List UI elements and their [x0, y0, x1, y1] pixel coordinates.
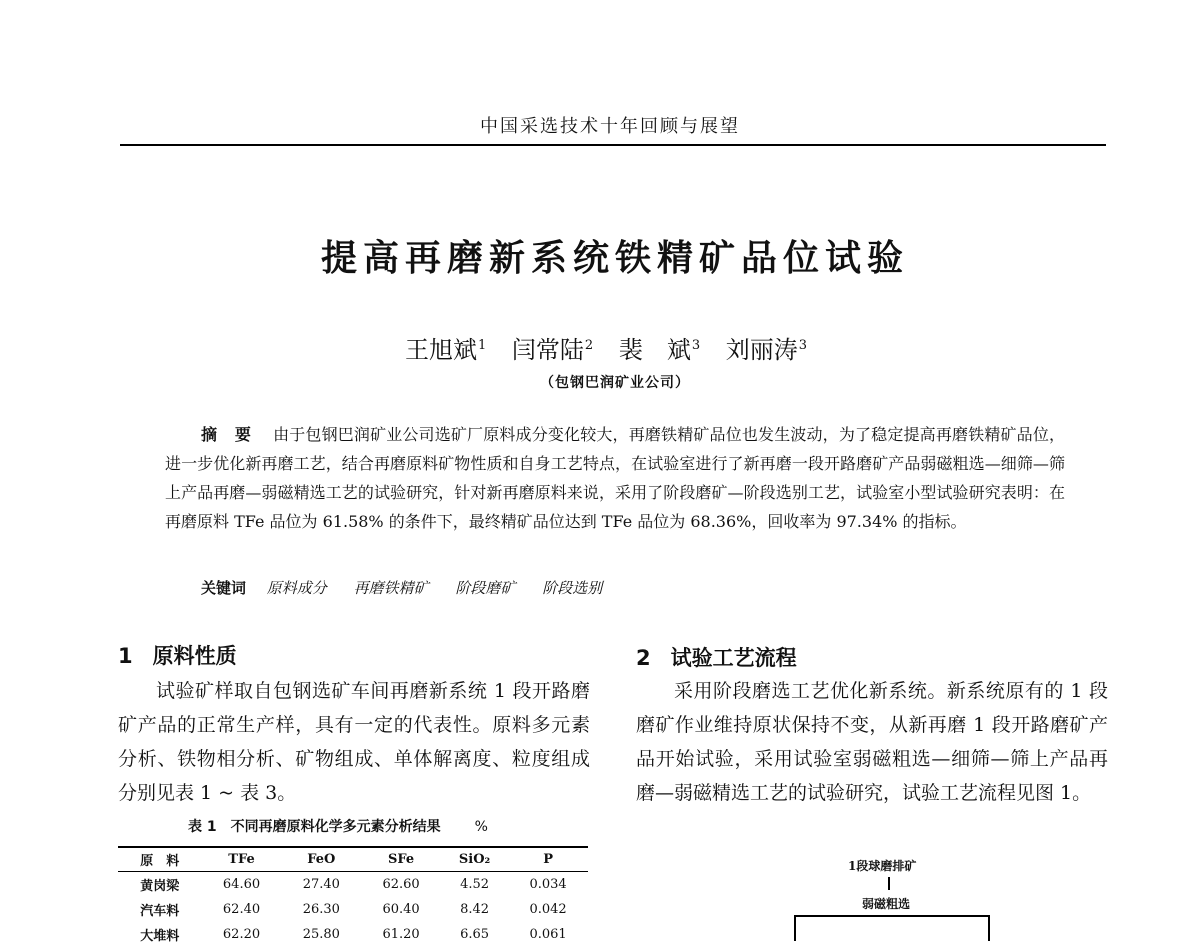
table-cell: 25.80 [302, 927, 340, 942]
author [726, 336, 807, 364]
table-row [118, 897, 588, 922]
author-affil-mark: 3 [798, 338, 808, 353]
section-heading [118, 640, 237, 670]
table-cell: 0.061 [529, 927, 567, 942]
section-body: 试验矿样取自包钢选矿车间再磨新系统 1 段开路磨矿产品的正常生产样，具有一定的代表性。原料多元素分析、铁物相分析、矿物组成、单体解离度、粒度组成分别见表 1 ~ 表 3。 [118, 680, 590, 804]
keyword: 原料成分 [266, 579, 327, 597]
section-title: 原料性质 [152, 644, 237, 668]
table-header-cell: SFe [361, 847, 441, 872]
flowchart-node: 1段球磨排矿 [848, 859, 917, 873]
abstract-text: 由于包钢巴润矿业公司选矿厂原料成分变化较大，再磨铁精矿品位也发生波动，为了稳定提高再磨铁精矿品位，进一步优化新再磨工艺，结合再磨原料矿物性质和自身工艺特点，在试验室进行了新再磨一段开路磨矿产品弱磁粗选—细筛—筛上产品再磨—弱磁精选工艺的试验研究，针对新再磨原料来说，采用了阶段磨矿—阶段选别工艺，试验室小型试验研究表明：在再磨原料 TFe 品位为 61.58% 的条件下，最终精矿品位达到 TFe 品位为 68.36%，回收率为 97.34% 的指标。 [165, 425, 1065, 531]
section-number: 1 [118, 644, 133, 668]
section-body: 采用阶段磨选工艺优化新系统。新系统原有的 1 段磨矿作业维持原状保持不变，从新再磨 1 段开路磨矿产品开始试验，采用试验室弱磁粗选—细筛—筛上产品再磨—弱磁精选工艺的试验研究，试验工艺流程见图 1。 [636, 680, 1108, 804]
table-header-cell: TFe [202, 847, 282, 872]
table-row [118, 922, 588, 947]
table-cell: 0.034 [529, 877, 567, 892]
table-cell: 27.40 [302, 877, 340, 892]
flowchart-connector [888, 877, 890, 890]
flowchart-connector [794, 915, 990, 917]
section-title: 试验工艺流程 [670, 646, 797, 670]
header-rule [120, 144, 1106, 146]
table-header-cell: SiO₂ [441, 847, 508, 872]
author-name: 王旭斌 [405, 336, 477, 364]
paper-title: 提高再磨新系统铁精矿品位试验 [320, 238, 909, 279]
table-caption-text: 表 1 不同再磨原料化学多元素分析结果 [188, 819, 441, 835]
author-list [405, 330, 825, 365]
flowchart-connector [794, 915, 796, 941]
author-name: 裴 斌 [618, 336, 691, 364]
keyword: 再磨铁精矿 [353, 579, 429, 597]
running-header: 中国采选技术十年回顾与展望 [480, 116, 740, 137]
table-cell: 62.40 [222, 902, 261, 917]
author-affil-mark: 1 [478, 338, 487, 353]
table-header-cell: 原 料 [118, 847, 202, 872]
table-cell: 汽车料 [140, 904, 180, 919]
keywords-label: 关键词 [201, 579, 247, 597]
author [512, 336, 593, 364]
table-cell: 0.042 [529, 902, 567, 917]
table-cell: 6.65 [460, 927, 490, 942]
section-number: 2 [636, 646, 651, 670]
author-affil-mark: 2 [584, 338, 594, 353]
author [619, 336, 700, 364]
keyword: 阶段磨矿 [455, 579, 516, 597]
author-name: 刘丽涛 [725, 336, 798, 364]
table-cell: 黄岗梁 [140, 879, 180, 894]
table-cell: 62.20 [222, 927, 261, 942]
table-cell: 61.20 [382, 927, 420, 942]
table-cell: 26.30 [302, 902, 340, 917]
flowchart-connector [988, 915, 990, 941]
table-unit: % [474, 819, 488, 835]
table-caption [188, 816, 488, 836]
table-header-cell: P [508, 847, 588, 872]
table-cell: 64.60 [222, 877, 261, 892]
keywords [201, 577, 624, 598]
author-affil-mark: 3 [691, 338, 701, 353]
data-table [118, 846, 588, 947]
table-header-cell: FeO [281, 847, 361, 872]
affiliation: （包钢巴润矿业公司） [540, 375, 690, 391]
table-header-row [118, 847, 588, 872]
flowchart-node: 弱磁粗选 [862, 897, 911, 911]
table-cell: 大堆料 [140, 929, 180, 944]
table-cell: 8.42 [460, 902, 490, 917]
abstract-label: 摘 要 [201, 425, 258, 444]
author-name: 闫常陆 [511, 336, 584, 364]
table-cell: 60.40 [382, 902, 420, 917]
abstract [165, 420, 1065, 536]
table-cell: 4.52 [460, 877, 490, 892]
table-cell: 62.60 [382, 877, 420, 892]
table-row [118, 872, 588, 898]
author [405, 336, 486, 364]
section-heading [636, 642, 797, 672]
keyword: 阶段选别 [542, 579, 603, 597]
